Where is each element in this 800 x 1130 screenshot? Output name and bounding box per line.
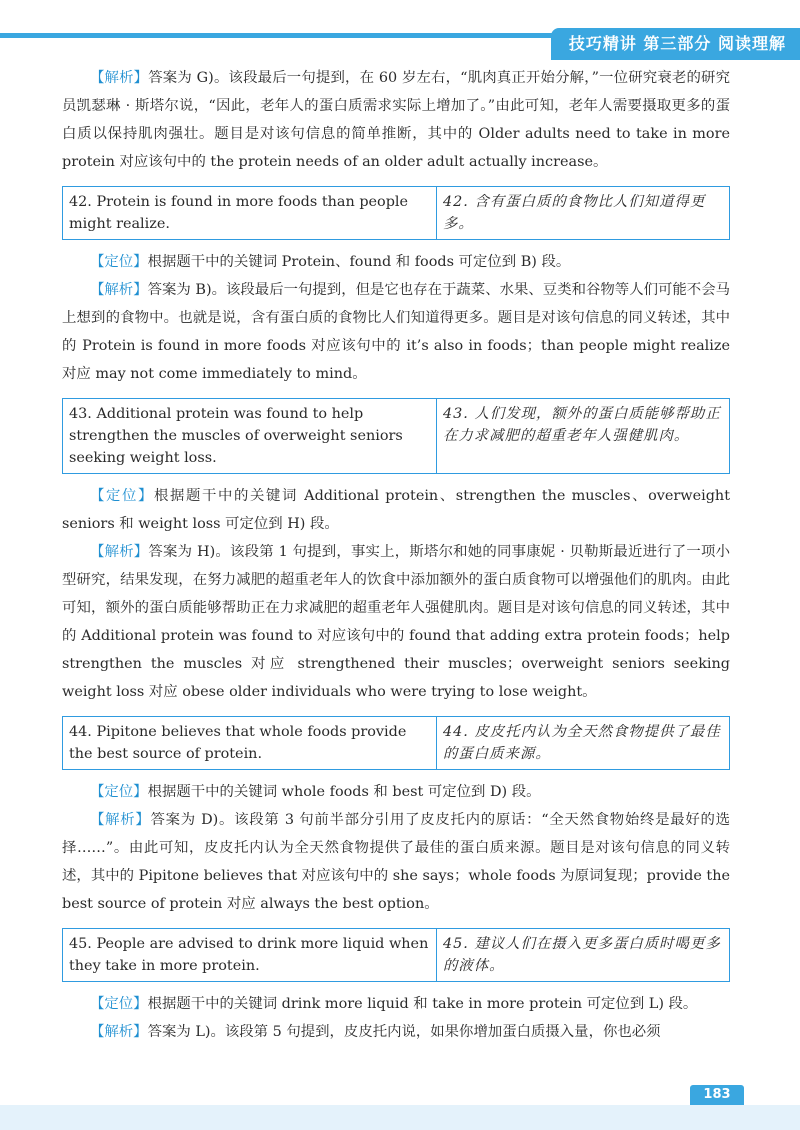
locate-paragraph: [62, 990, 730, 1018]
question-english: 45. People are advised to drink more liquid when they take in more protein.: [63, 929, 437, 981]
analysis-tag: 【解析】: [90, 70, 149, 86]
analysis-text: 答案为 L)。该段第 5 句提到，皮皮托内说，如果你增加蛋白质摄入量，你也必须: [147, 1024, 661, 1040]
analysis-text: 答案为 D)。该段第 3 句前半部分引用了皮皮托内的原话：“全天然食物始终是最好的选择……”。由此可知，皮皮托内认为全天然食物提供了最佳的蛋白质来源。题目是对该句信息的同义转述，其中的 Pipitone believes that 对应该句中的 she says；whole foods 为原词复现；provide the best source of protein 对应 always the best option。: [62, 812, 730, 912]
question-chinese: 43. 人们发现，额外的蛋白质能够帮助正在力求减肥的超重老年人强健肌肉。: [443, 406, 721, 444]
section-header-title: 技巧精讲 第三部分 阅读理解: [551, 28, 800, 60]
locate-text: 根据题干中的关键词 whole foods 和 best 可定位到 D) 段。: [147, 784, 541, 800]
question-box: [62, 716, 730, 770]
analysis-text: 答案为 B)。该段最后一句提到，但是它也存在于蔬菜、水果、豆类和谷物等人们可能不会马上想到的食物中。也就是说，含有蛋白质的食物比人们知道得更多。题目是对该句信息的同义转述，其中的 Protein is found in more foods 对应该句中的 it’s also in foods；than people might realize 对应 may not come immediately to mind。: [62, 282, 730, 382]
analysis-text: 答案为 H)。该段第 1 句提到，事实上，斯塔尔和她的同事康妮 · 贝勒斯最近进行了一项小型研究，结果发现，在努力减肥的超重老年人的饮食中添加额外的蛋白质食物可以增强他们的肌肉。由此可知，额外的蛋白质能够帮助正在力求减肥的超重老年人强健肌肉。题目是对该句信息的同义转述，其中的 Additional protein was found to 对应该句中的 found that adding extra protein foods；help strengthen the muscles 对应 strengthened their muscles；overweight seniors seeking weight loss 对应 obese older individuals who were trying to lose weight。: [62, 544, 730, 700]
locate-paragraph: [62, 482, 730, 538]
question-english: 44. Pipitone believes that whole foods provide the best source of protein.: [63, 717, 437, 769]
analysis-paragraph: [62, 1018, 730, 1046]
question-english: 43. Additional protein was found to help strengthen the muscles of overweight seniors seeking weight loss.: [63, 399, 437, 473]
question-box: [62, 398, 730, 474]
analysis-paragraph: [62, 538, 730, 706]
question-chinese: 42. 含有蛋白质的食物比人们知道得更多。: [443, 194, 706, 232]
analysis-tag: 【解析】: [90, 812, 151, 828]
analysis-tag: 【解析】: [90, 282, 148, 298]
footer-band: [0, 1105, 800, 1130]
analysis-paragraph: [62, 806, 730, 918]
locate-tag: 【定位】: [90, 254, 148, 270]
page-content: [62, 64, 730, 1046]
locate-text: 根据题干中的关键词 Additional protein、strengthen the muscles、overweight seniors 和 weight loss 可定位到 H) 段。: [62, 488, 730, 532]
question-chinese: 45. 建议人们在摄入更多蛋白质时喝更多的液体。: [443, 936, 721, 974]
locate-tag: 【定位】: [90, 996, 148, 1012]
question-chinese: 44. 皮皮托内认为全天然食物提供了最佳的蛋白质来源。: [443, 724, 721, 762]
question-box: [62, 186, 730, 240]
question-box: [62, 928, 730, 982]
analysis-text: 答案为 G)。该段最后一句提到，在 60 岁左右，“肌肉真正开始分解，”一位研究衰老的研究员凯瑟琳 · 斯塔尔说，“因此，老年人的蛋白质需求实际上增加了。”由此可知，老年人需要摄取更多的蛋白质以保持肌肉强壮。题目是对该句信息的简单推断，其中的 Older adults need to take in more protein 对应该句中的 the protein needs of an older adult actually increase。: [62, 70, 730, 170]
locate-paragraph: [62, 248, 730, 276]
locate-tag: 【定位】: [90, 488, 154, 504]
analysis-tag: 【解析】: [90, 544, 149, 560]
analysis-paragraph: [62, 276, 730, 388]
locate-text: 根据题干中的关键词 drink more liquid 和 take in more protein 可定位到 L) 段。: [147, 996, 698, 1012]
page-number: 183: [690, 1085, 744, 1105]
analysis-tag: 【解析】: [90, 1024, 148, 1040]
locate-tag: 【定位】: [90, 784, 148, 800]
analysis-paragraph: [62, 64, 730, 176]
locate-paragraph: [62, 778, 730, 806]
question-english: 42. Protein is found in more foods than people might realize.: [63, 187, 437, 239]
locate-text: 根据题干中的关键词 Protein、found 和 foods 可定位到 B) 段。: [147, 254, 571, 270]
